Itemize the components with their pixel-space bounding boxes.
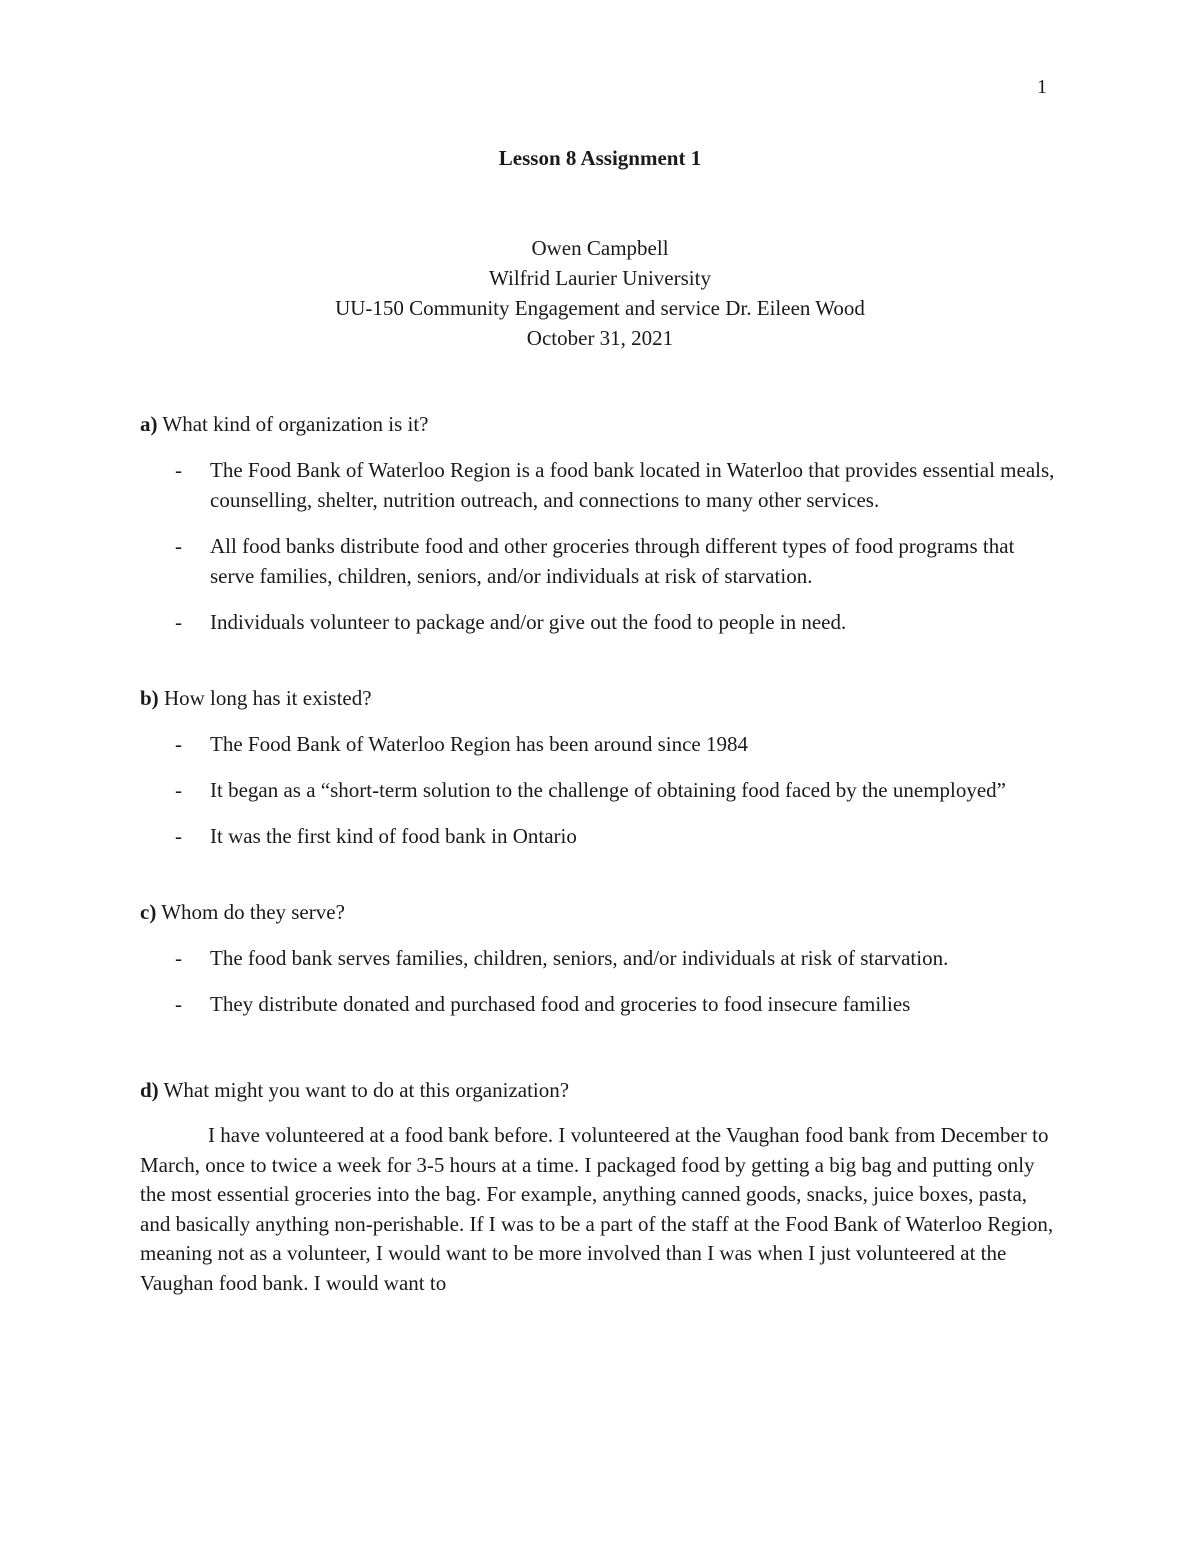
question-b xyxy=(140,683,1060,713)
bullet-list xyxy=(140,943,1060,1019)
institution-name: Wilfrid Laurier University xyxy=(489,266,711,290)
question-letter: d) xyxy=(140,1078,159,1102)
dash-marker: - xyxy=(175,778,182,802)
section-c xyxy=(140,897,1060,1019)
question-letter: b) xyxy=(140,686,159,710)
list-item xyxy=(140,989,1060,1019)
list-item xyxy=(140,729,1060,759)
bullet-text: All food banks distribute food and other groceries through different types of food programs that serve families, children, seniors, and/or individuals at risk of starvation. xyxy=(210,534,1015,588)
dash-marker: - xyxy=(175,458,182,482)
list-item xyxy=(140,821,1060,851)
bullet-list xyxy=(140,455,1060,637)
question-text: What might you want to do at this organization? xyxy=(158,1078,570,1102)
date-line: October 31, 2021 xyxy=(526,326,674,350)
bullet-text: The food bank serves families, children, seniors, and/or individuals at risk of starvation. xyxy=(210,946,949,970)
author-name: Owen Campbell xyxy=(531,236,669,260)
bullet-text: They distribute donated and purchased food and groceries to food insecure families xyxy=(210,992,911,1016)
question-a xyxy=(140,409,1060,439)
question-text: What kind of organization is it? xyxy=(157,412,429,436)
page-number: 1 xyxy=(1037,76,1047,98)
list-item xyxy=(140,943,1060,973)
dash-marker: - xyxy=(175,534,182,558)
question-letter: a) xyxy=(140,412,158,436)
title-block xyxy=(0,143,1200,353)
dash-marker: - xyxy=(175,732,182,756)
list-item xyxy=(140,531,1060,591)
dash-marker: - xyxy=(175,610,182,634)
question-text: Whom do they serve? xyxy=(156,900,345,924)
dash-marker: - xyxy=(175,824,182,848)
document-title: Lesson 8 Assignment 1 xyxy=(498,146,702,170)
list-item xyxy=(140,607,1060,637)
dash-marker: - xyxy=(175,946,182,970)
answer-paragraph: I have volunteered at a food bank before. I volunteered at the Vaughan food bank from December to March, once to twice a week for 3-5 hours at a time. I packaged food by getting a big bag and putting only the most essential groceries into the bag. For example, anything canned goods, snacks, juice boxes, pasta, and basically anything non-perishable. If I was to be a part of the staff at the Food Bank of Waterloo Region, meaning not as a volunteer, I would want to be more involved than I was when I just volunteered at the Vaughan food bank. I would want to xyxy=(140,1123,1054,1295)
section-b xyxy=(140,683,1060,851)
course-line: UU-150 Community Engagement and service Dr. Eileen Wood xyxy=(335,296,865,320)
question-c xyxy=(140,897,1060,927)
bullet-text: It was the first kind of food bank in Ontario xyxy=(210,824,577,848)
section-a xyxy=(140,409,1060,637)
question-d xyxy=(140,1075,1060,1105)
list-item xyxy=(140,455,1060,515)
section-d xyxy=(140,1075,1060,1298)
bullet-text: It began as a “short-term solution to the challenge of obtaining food faced by the unemployed” xyxy=(210,778,1007,802)
bullet-text: Individuals volunteer to package and/or give out the food to people in need. xyxy=(210,610,847,634)
dash-marker: - xyxy=(175,992,182,1016)
bullet-list xyxy=(140,729,1060,851)
list-item xyxy=(140,775,1060,805)
bullet-text: The Food Bank of Waterloo Region has been around since 1984 xyxy=(210,732,748,756)
bullet-text: The Food Bank of Waterloo Region is a food bank located in Waterloo that provides essential meals, counselling, shelter, nutrition outreach, and connections to many other services. xyxy=(210,458,1055,512)
question-text: How long has it existed? xyxy=(158,686,372,710)
document-body xyxy=(140,409,1060,1298)
question-letter: c) xyxy=(140,900,157,924)
